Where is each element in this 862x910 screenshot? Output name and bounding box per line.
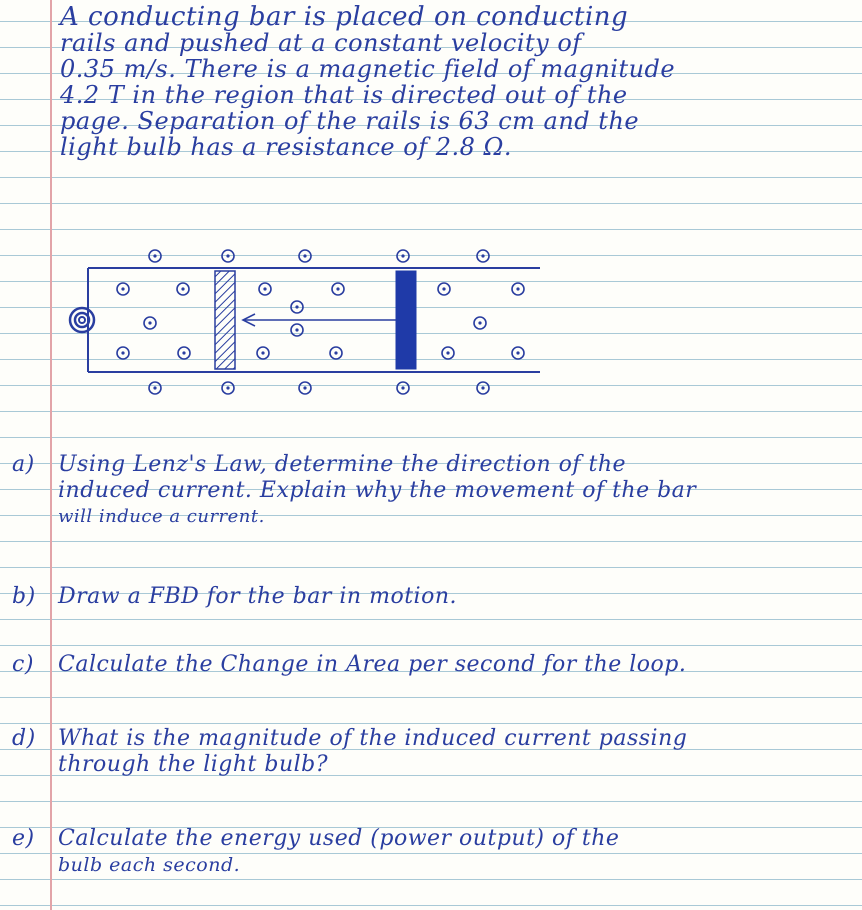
question-text: Using Lenz's Law, determine the direction of the xyxy=(58,452,627,477)
problem-statement xyxy=(60,4,675,160)
question-text: induced current. Explain why the movement of the bar xyxy=(58,478,697,503)
question-text: Calculate the Change in Area per second for the loop. xyxy=(58,652,687,677)
question-d xyxy=(12,726,687,778)
question-a xyxy=(12,452,696,530)
light-bulb-icon xyxy=(70,308,94,332)
conducting-bar xyxy=(396,271,416,369)
question-text: bulb each second. xyxy=(58,854,241,876)
question-text: Calculate the energy used (power output) of the xyxy=(58,826,620,851)
question-label: b) xyxy=(12,584,36,609)
question-e xyxy=(12,826,619,878)
question-b xyxy=(12,584,457,610)
question-label: d) xyxy=(12,726,36,751)
question-text: through the light bulb? xyxy=(58,752,329,777)
initial-bar-position xyxy=(215,271,235,369)
intro-line: rails and pushed at a constant velocity of xyxy=(60,29,582,57)
intro-line: 0.35 m/s. There is a magnetic field of magnitude xyxy=(60,55,676,83)
question-text: What is the magnitude of the induced current passing xyxy=(58,726,688,751)
intro-line: light bulb has a resistance of 2.8 Ω. xyxy=(60,133,513,161)
question-label: e) xyxy=(12,826,35,851)
question-text: Draw a FBD for the bar in motion. xyxy=(58,584,457,609)
intro-line: page. Separation of the rails is 63 cm and the xyxy=(60,107,640,135)
intro-line: 4.2 T in the region that is directed out of the xyxy=(60,81,628,109)
question-c xyxy=(12,652,686,678)
question-text: will induce a current. xyxy=(58,506,265,527)
intro-line: A conducting bar is placed on conducting xyxy=(60,2,629,32)
question-label: c) xyxy=(12,652,34,677)
circuit-diagram xyxy=(60,236,560,416)
question-label: a) xyxy=(12,452,35,477)
